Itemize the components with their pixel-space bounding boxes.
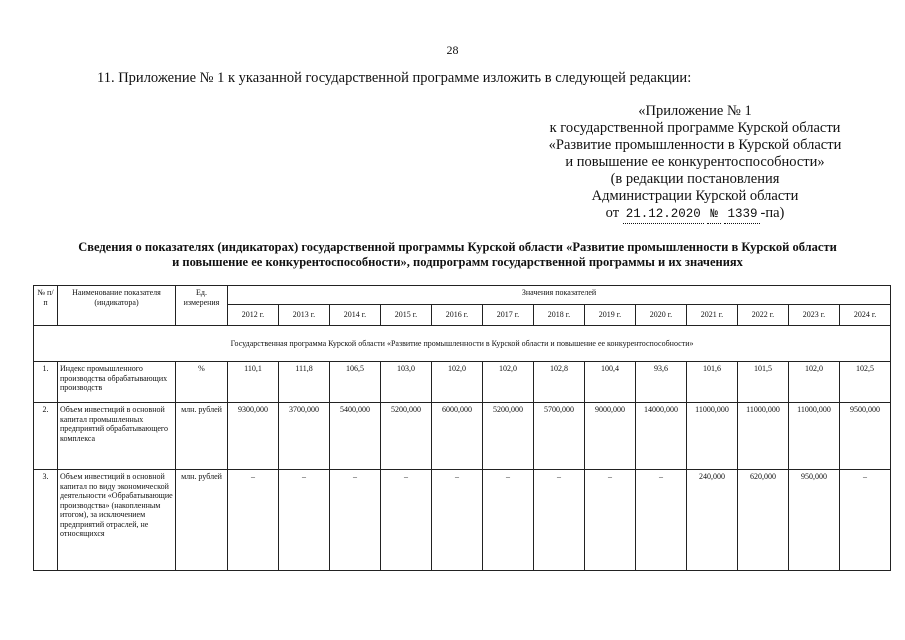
indicator-name: Объем инвестиций в основной капитал по виду экономической деятельности «Обрабатывающие производства» (накопленным итогом), за исключением предприятий отраслей, не относящихся bbox=[58, 470, 176, 571]
indicator-unit: % bbox=[176, 362, 228, 403]
value-cell: – bbox=[432, 470, 483, 571]
value-cell: 102,8 bbox=[534, 362, 585, 403]
resolution-date: 21.12.2020 bbox=[623, 206, 704, 224]
program-title: Государственная программа Курской области «Развитие промышленности в Курской области и повышение ее конкурентоспособности» bbox=[34, 326, 891, 362]
col-header-name: Наименование показателя (индикатора) bbox=[58, 286, 176, 326]
value-cell: 101,5 bbox=[738, 362, 789, 403]
value-cell: 100,4 bbox=[585, 362, 636, 403]
value-cell: 5200,000 bbox=[381, 403, 432, 470]
value-cell: 110,1 bbox=[228, 362, 279, 403]
value-cell: – bbox=[636, 470, 687, 571]
table-heading bbox=[50, 240, 865, 270]
value-cell: 5700,000 bbox=[534, 403, 585, 470]
value-cell: 620,000 bbox=[738, 470, 789, 571]
col-header-unit: Ед. измерения bbox=[176, 286, 228, 326]
value-cell: – bbox=[483, 470, 534, 571]
row-number: 1. bbox=[34, 362, 58, 403]
year-header: 2018 г. bbox=[534, 305, 585, 326]
value-cell: 102,5 bbox=[840, 362, 891, 403]
year-header: 2023 г. bbox=[789, 305, 840, 326]
heading-line: и повышение ее конкурентоспособности», подпрограмм государственной программы и их значениях bbox=[172, 255, 743, 269]
appendix-line: и повышение ее конкурентоспособности» bbox=[565, 154, 825, 170]
value-cell: 5200,000 bbox=[483, 403, 534, 470]
program-row bbox=[34, 326, 891, 362]
heading-line: Сведения о показателях (индикаторах) государственной программы Курской области «Развитие промышленности в Курской области bbox=[78, 240, 837, 254]
value-cell: 950,000 bbox=[789, 470, 840, 571]
value-cell: 9300,000 bbox=[228, 403, 279, 470]
value-cell: 3700,000 bbox=[279, 403, 330, 470]
clause-text: 11. Приложение № 1 к указанной государственной программе изложить в следующей редакции: bbox=[97, 70, 692, 86]
value-cell: 9500,000 bbox=[840, 403, 891, 470]
from-label: от bbox=[605, 205, 620, 221]
year-header: 2017 г. bbox=[483, 305, 534, 326]
table-row bbox=[34, 470, 891, 571]
appendix-line: Администрации Курской области bbox=[591, 188, 799, 204]
value-cell: 102,0 bbox=[789, 362, 840, 403]
year-header: 2020 г. bbox=[636, 305, 687, 326]
indicators-table bbox=[33, 285, 891, 571]
indicator-name: Объем инвестиций в основной капитал промышленных предприятий обрабатывающего комплекса bbox=[58, 403, 176, 470]
value-cell: – bbox=[330, 470, 381, 571]
value-cell: 103,0 bbox=[381, 362, 432, 403]
value-cell: 106,5 bbox=[330, 362, 381, 403]
number-suffix: -па) bbox=[760, 205, 785, 221]
year-header: 2012 г. bbox=[228, 305, 279, 326]
value-cell: 6000,000 bbox=[432, 403, 483, 470]
col-header-values: Значения показателей bbox=[228, 286, 891, 305]
row-number: 2. bbox=[34, 403, 58, 470]
value-cell: 102,0 bbox=[483, 362, 534, 403]
value-cell: – bbox=[228, 470, 279, 571]
year-header: 2024 г. bbox=[840, 305, 891, 326]
table-row bbox=[34, 403, 891, 470]
value-cell: – bbox=[381, 470, 432, 571]
year-header: 2021 г. bbox=[687, 305, 738, 326]
indicator-unit: млн. рублей bbox=[176, 403, 228, 470]
value-cell: – bbox=[840, 470, 891, 571]
appendix-block bbox=[520, 103, 870, 224]
table-row bbox=[34, 362, 891, 403]
value-cell: – bbox=[279, 470, 330, 571]
appendix-line: «Приложение № 1 bbox=[638, 103, 752, 119]
appendix-date-line bbox=[520, 205, 870, 224]
value-cell: 11000,000 bbox=[687, 403, 738, 470]
value-cell: 101,6 bbox=[687, 362, 738, 403]
year-header: 2022 г. bbox=[738, 305, 789, 326]
col-header-num: № п/п bbox=[34, 286, 58, 326]
value-cell: 93,6 bbox=[636, 362, 687, 403]
year-header: 2016 г. bbox=[432, 305, 483, 326]
value-cell: 11000,000 bbox=[789, 403, 840, 470]
year-header: 2014 г. bbox=[330, 305, 381, 326]
resolution-number: 1339 bbox=[724, 206, 760, 224]
value-cell: 240,000 bbox=[687, 470, 738, 571]
number-sign: № bbox=[707, 206, 721, 224]
value-cell: – bbox=[534, 470, 585, 571]
value-cell: 14000,000 bbox=[636, 403, 687, 470]
year-header: 2019 г. bbox=[585, 305, 636, 326]
value-cell: – bbox=[585, 470, 636, 571]
page-number: 28 bbox=[446, 43, 459, 57]
appendix-line: к государственной программе Курской области bbox=[549, 120, 841, 136]
value-cell: 102,0 bbox=[432, 362, 483, 403]
appendix-line: «Развитие промышленности в Курской области bbox=[548, 137, 842, 153]
year-header: 2015 г. bbox=[381, 305, 432, 326]
indicator-unit: млн. рублей bbox=[176, 470, 228, 571]
appendix-line: (в редакции постановления bbox=[610, 171, 780, 187]
year-header: 2013 г. bbox=[279, 305, 330, 326]
indicator-name: Индекс промышленного производства обрабатывающих производств bbox=[58, 362, 176, 403]
value-cell: 9000,000 bbox=[585, 403, 636, 470]
value-cell: 111,8 bbox=[279, 362, 330, 403]
value-cell: 11000,000 bbox=[738, 403, 789, 470]
row-number: 3. bbox=[34, 470, 58, 571]
value-cell: 5400,000 bbox=[330, 403, 381, 470]
header-row bbox=[34, 286, 891, 305]
